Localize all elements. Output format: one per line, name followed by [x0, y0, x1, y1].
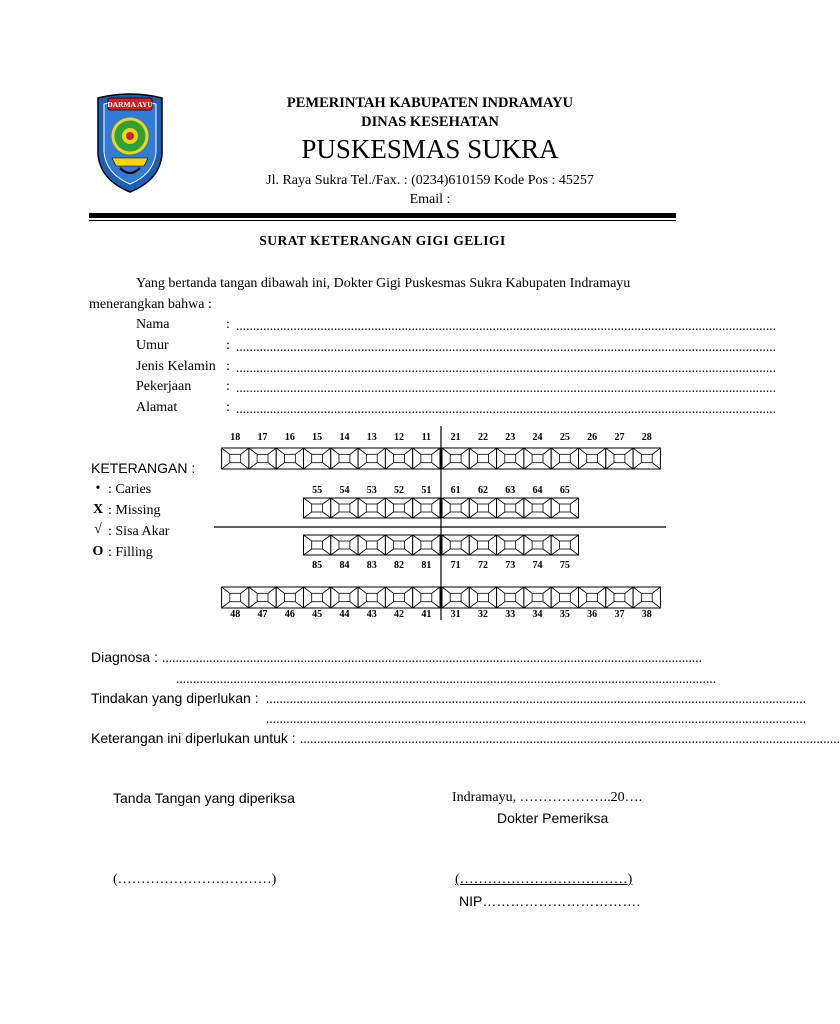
tooth-73[interactable]	[497, 535, 524, 555]
field-dotted-line-umur[interactable]: ................................................................................................................................................................	[236, 339, 776, 354]
field-colon: :	[226, 359, 230, 374]
tooth-number-27: 27	[614, 432, 625, 443]
tooth-number-37: 37	[614, 609, 625, 620]
tooth-63[interactable]	[497, 498, 524, 518]
tooth-24[interactable]	[524, 448, 551, 469]
tindakan-dotted-line-1[interactable]: ................................................................................................................................................................	[266, 691, 806, 706]
tooth-number-42: 42	[394, 609, 405, 620]
tooth-11[interactable]	[413, 448, 440, 469]
missing-symbol-icon: X	[92, 502, 104, 517]
tooth-48[interactable]	[222, 587, 249, 608]
sisa-akar-symbol-icon: √	[94, 522, 102, 537]
tooth-number-16: 16	[284, 432, 295, 443]
field-dotted-line-pekerjaan[interactable]: ................................................................................................................................................................	[236, 380, 776, 395]
header-government: PEMERINTAH KABUPATEN INDRAMAYU	[286, 95, 574, 111]
tooth-number-84: 84	[339, 560, 350, 571]
tooth-number-25: 25	[559, 432, 570, 443]
tooth-72[interactable]	[469, 535, 496, 555]
tooth-number-85: 85	[312, 560, 323, 571]
tooth-25[interactable]	[551, 448, 578, 469]
tooth-number-21: 21	[450, 432, 461, 443]
tooth-81[interactable]	[413, 535, 440, 555]
tooth-18[interactable]	[222, 448, 249, 469]
tooth-number-14: 14	[339, 432, 350, 443]
legend-title: KETERANGAN :	[91, 460, 196, 476]
tooth-84[interactable]	[331, 535, 358, 555]
tooth-52[interactable]	[385, 498, 412, 518]
tooth-number-22: 22	[477, 432, 488, 443]
tooth-number-38: 38	[641, 609, 652, 620]
filling-symbol-icon: O	[92, 544, 104, 559]
tooth-number-45: 45	[312, 609, 323, 620]
tooth-number-34: 34	[532, 609, 543, 620]
legend-caries: : Caries	[108, 482, 152, 497]
tooth-number-24: 24	[532, 432, 543, 443]
signature-doctor-nip[interactable]: NIP…………………………….	[459, 893, 641, 909]
tooth-number-83: 83	[366, 560, 377, 571]
tooth-32[interactable]	[469, 587, 496, 608]
legend-sisa-akar: : Sisa Akar	[108, 524, 170, 539]
tooth-22[interactable]	[469, 448, 496, 469]
tooth-16[interactable]	[276, 448, 303, 469]
tooth-53[interactable]	[358, 498, 385, 518]
tooth-55[interactable]	[304, 498, 331, 518]
tooth-61[interactable]	[442, 498, 469, 518]
field-colon: :	[226, 379, 230, 394]
tooth-number-51: 51	[421, 485, 432, 496]
tooth-number-63: 63	[505, 485, 516, 496]
tooth-43[interactable]	[358, 587, 385, 608]
tooth-82[interactable]	[385, 535, 412, 555]
tooth-number-36: 36	[587, 609, 598, 620]
tooth-36[interactable]	[579, 587, 606, 608]
signature-patient-name[interactable]: (……………………………)	[113, 872, 277, 887]
tooth-number-53: 53	[366, 485, 377, 496]
legend-filling: : Filling	[108, 545, 153, 560]
tindakan-dotted-line-2[interactable]: ................................................................................................................................................................	[266, 711, 806, 726]
tooth-62[interactable]	[469, 498, 496, 518]
field-label-pekerjaan: Pekerjaan	[136, 379, 192, 394]
tooth-54[interactable]	[331, 498, 358, 518]
field-dotted-line-jenis-kelamin[interactable]: ................................................................................................................................................................	[236, 360, 776, 375]
field-colon: :	[226, 338, 230, 353]
tooth-13[interactable]	[358, 448, 385, 469]
tooth-75[interactable]	[551, 535, 578, 555]
tooth-number-75: 75	[559, 560, 570, 571]
tooth-28[interactable]	[633, 448, 660, 469]
tooth-number-18: 18	[230, 432, 241, 443]
tooth-71[interactable]	[442, 535, 469, 555]
field-label-jenis-kelamin: Jenis Kelamin	[136, 359, 216, 374]
field-label-alamat: Alamat	[136, 400, 178, 415]
tooth-number-48: 48	[230, 609, 241, 620]
header-puskesmas-name: PUSKESMAS SUKRA	[301, 134, 559, 164]
diagnosa-label: Diagnosa :	[91, 649, 158, 665]
field-dotted-line-alamat[interactable]: ................................................................................................................................................................	[236, 401, 776, 416]
field-colon: :	[226, 400, 230, 415]
tooth-number-73: 73	[505, 560, 516, 571]
tooth-41[interactable]	[413, 587, 440, 608]
signature-place-date[interactable]: Indramayu, ………………..20….	[452, 790, 643, 805]
tooth-number-46: 46	[284, 609, 295, 620]
tooth-65[interactable]	[551, 498, 578, 518]
tooth-42[interactable]	[385, 587, 412, 608]
tooth-number-32: 32	[477, 609, 488, 620]
tooth-38[interactable]	[633, 587, 660, 608]
intro-line-1: Yang bertanda tangan dibawah ini, Dokter Gigi Puskesmas Sukra Kabupaten Indramayu	[136, 276, 631, 291]
tooth-14[interactable]	[331, 448, 358, 469]
caries-symbol-icon: •	[95, 481, 101, 496]
header-email: Email :	[409, 192, 451, 207]
tooth-46[interactable]	[276, 587, 303, 608]
tooth-45[interactable]	[304, 587, 331, 608]
diagnosa-dotted-line-1[interactable]: ................................................................................................................................................................	[162, 650, 702, 665]
tooth-number-12: 12	[394, 432, 405, 443]
tooth-64[interactable]	[524, 498, 551, 518]
tooth-number-64: 64	[532, 485, 543, 496]
tooth-21[interactable]	[442, 448, 469, 469]
signature-doctor-name[interactable]: (………………………………)	[455, 872, 633, 887]
tooth-number-47: 47	[257, 609, 268, 620]
tooth-number-28: 28	[641, 432, 652, 443]
tooth-number-17: 17	[257, 432, 268, 443]
tindakan-label: Tindakan yang diperlukan :	[91, 690, 259, 706]
diagnosa-dotted-line-2[interactable]: ................................................................................................................................................................	[176, 671, 716, 686]
logo-text: DARMA AYU	[107, 100, 153, 109]
tooth-number-26: 26	[587, 432, 598, 443]
field-colon: :	[226, 317, 230, 332]
tooth-number-31: 31	[450, 609, 461, 620]
signature-patient-caption: Tanda Tangan yang diperiksa	[113, 790, 295, 806]
intro-line-2: menerangkan bahwa :	[89, 297, 212, 312]
tooth-number-44: 44	[339, 609, 350, 620]
tooth-number-61: 61	[450, 485, 461, 496]
tooth-83[interactable]	[358, 535, 385, 555]
tooth-number-65: 65	[559, 485, 570, 496]
keperluan-label: Keterangan ini diperlukan untuk :	[91, 730, 296, 746]
field-dotted-line-nama[interactable]: ................................................................................................................................................................	[236, 318, 776, 333]
tooth-27[interactable]	[606, 448, 633, 469]
tooth-37[interactable]	[606, 587, 633, 608]
tooth-31[interactable]	[442, 587, 469, 608]
tooth-number-62: 62	[477, 485, 488, 496]
tooth-26[interactable]	[579, 448, 606, 469]
legend-missing: : Missing	[108, 503, 161, 518]
tooth-number-23: 23	[505, 432, 516, 443]
document-title: SURAT KETERANGAN GIGI GELIGI	[259, 233, 506, 248]
tooth-17[interactable]	[249, 448, 276, 469]
tooth-number-15: 15	[312, 432, 323, 443]
tooth-number-74: 74	[532, 560, 543, 571]
tooth-number-41: 41	[421, 609, 432, 620]
tooth-number-13: 13	[366, 432, 377, 443]
tooth-number-72: 72	[477, 560, 488, 571]
tooth-number-55: 55	[312, 485, 323, 496]
tooth-15[interactable]	[304, 448, 331, 469]
header-department: DINAS KESEHATAN	[361, 114, 499, 130]
tooth-85[interactable]	[304, 535, 331, 555]
tooth-35[interactable]	[551, 587, 578, 608]
keperluan-dotted-line[interactable]: ................................................................................................................................................................	[300, 731, 840, 746]
tooth-74[interactable]	[524, 535, 551, 555]
tooth-number-54: 54	[339, 485, 350, 496]
tooth-33[interactable]	[497, 587, 524, 608]
tooth-number-35: 35	[559, 609, 570, 620]
tooth-number-11: 11	[421, 432, 432, 443]
signature-doctor-caption: Dokter Pemeriksa	[497, 810, 609, 826]
field-label-umur: Umur	[136, 338, 169, 353]
tooth-12[interactable]	[385, 448, 412, 469]
tooth-number-82: 82	[394, 560, 405, 571]
tooth-34[interactable]	[524, 587, 551, 608]
tooth-51[interactable]	[413, 498, 440, 518]
tooth-number-52: 52	[394, 485, 405, 496]
tooth-number-71: 71	[450, 560, 461, 571]
tooth-23[interactable]	[497, 448, 524, 469]
field-label-nama: Nama	[136, 317, 170, 332]
tooth-number-81: 81	[421, 560, 432, 571]
header-address: Jl. Raya Sukra Tel./Fax. : (0234)610159 Kode Pos : 45257	[266, 173, 594, 188]
tooth-44[interactable]	[331, 587, 358, 608]
tooth-number-33: 33	[505, 609, 516, 620]
tooth-47[interactable]	[249, 587, 276, 608]
tooth-number-43: 43	[366, 609, 377, 620]
